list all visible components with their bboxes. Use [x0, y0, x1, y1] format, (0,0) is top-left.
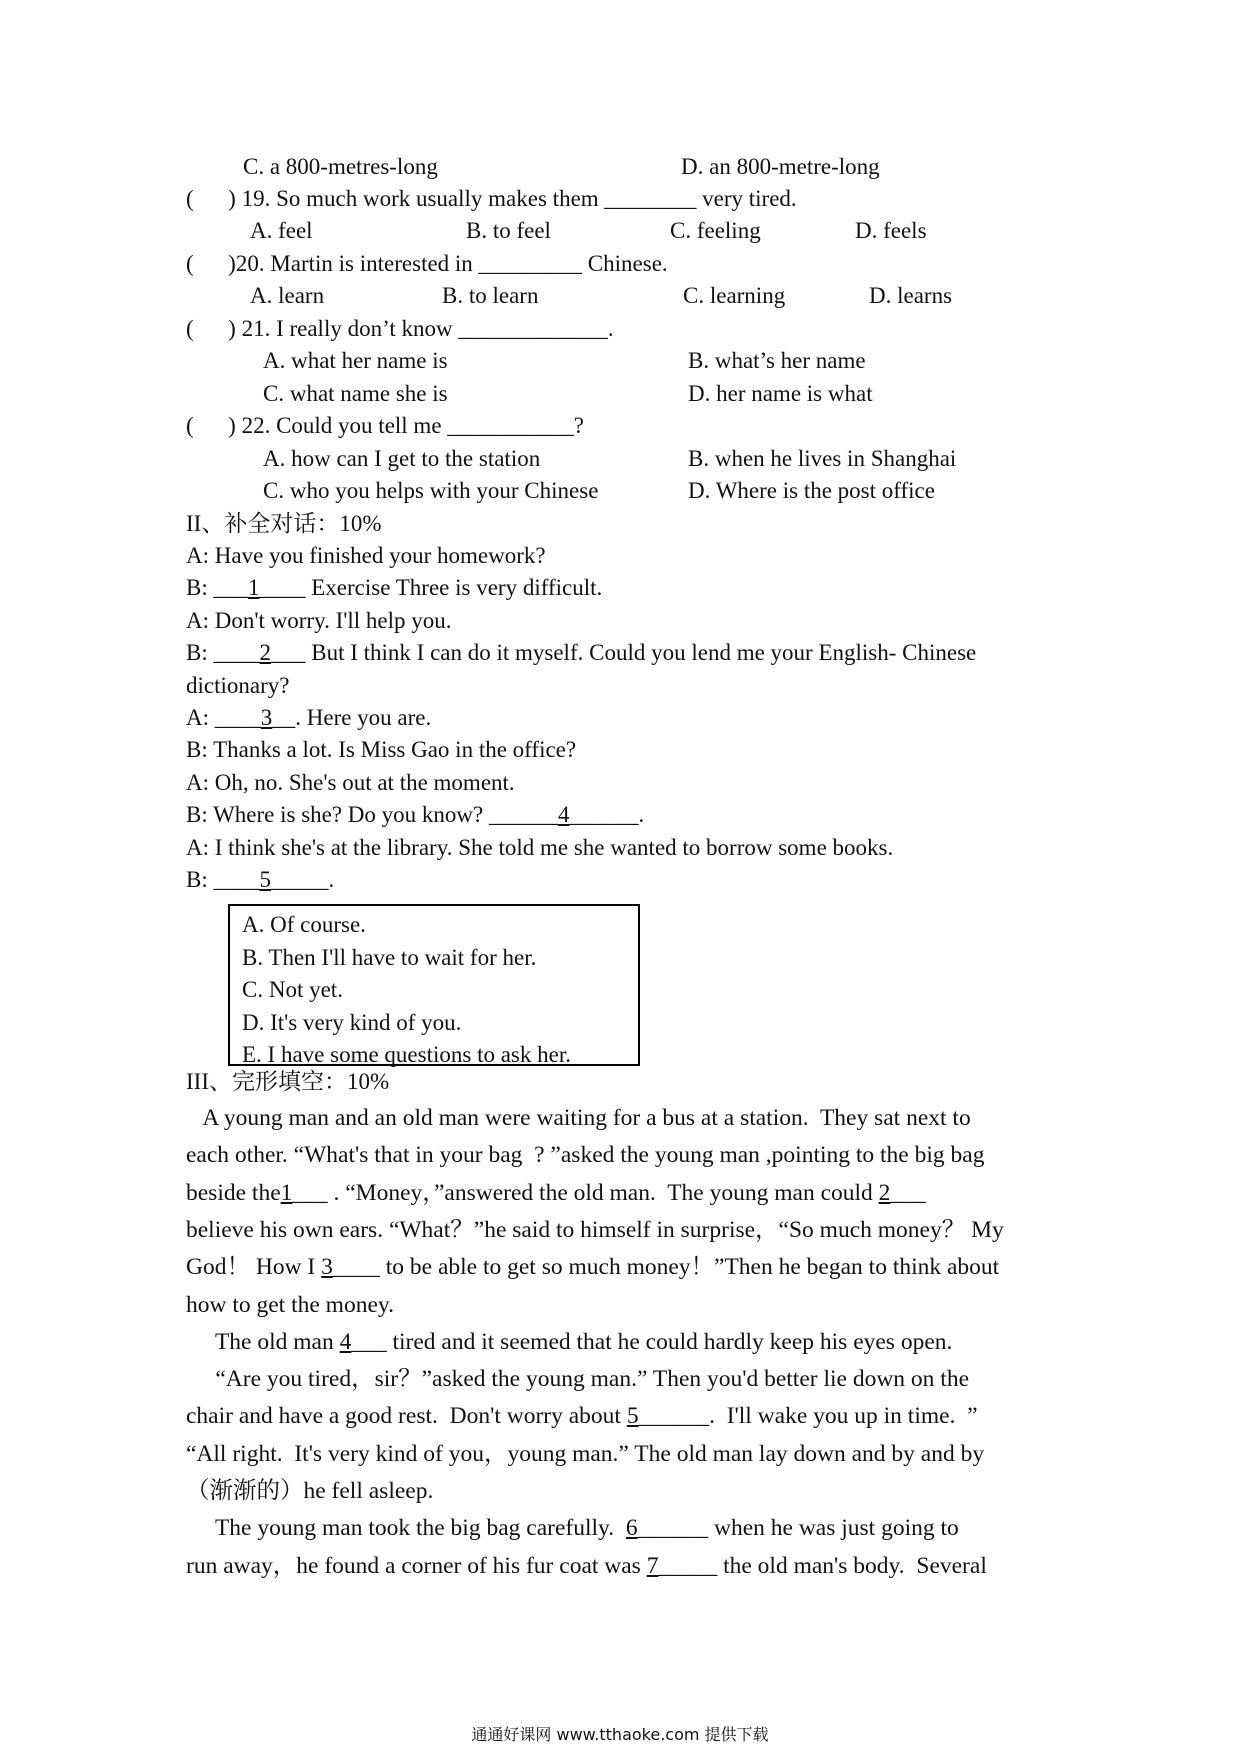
blank-number: 2: [878, 1179, 891, 1206]
box-option: A. Of course.: [242, 912, 366, 937]
box-option: B. Then I'll have to wait for her.: [242, 944, 537, 970]
passage-line: how to get the money.: [186, 1291, 394, 1318]
option-text: D. her name is what: [688, 381, 873, 406]
blank-number: 7: [646, 1552, 659, 1579]
option-text: D. feels: [855, 218, 927, 243]
question-text: ( ) 21. I really don’t know _____________.: [186, 316, 614, 341]
passage-line: “Are you tired，sir？”asked the young man.” Then you'd better lie down on the: [186, 1366, 970, 1393]
option-text: A. what her name is: [263, 348, 448, 373]
option-text: D. learns: [869, 283, 953, 308]
passage-line: （渐渐的）he fell asleep.: [186, 1478, 434, 1504]
blank-number: 3: [260, 705, 273, 730]
section-heading: III、完形填空：10%: [186, 1069, 390, 1094]
blank-number: 1: [247, 575, 260, 601]
answer-options-box: [228, 904, 640, 1066]
box-option: E. I have some questions to ask her.: [242, 1042, 571, 1067]
dialogue-line: A: Don't worry. I'll help you.: [186, 607, 452, 633]
passage-line: chair and have a good rest. Don't worry about 5______. I'll wake you up in time. ”: [186, 1403, 978, 1430]
dialogue-line: A: I think she's at the library. She told me she wanted to borrow some books.: [186, 834, 894, 860]
dialogue-line: B: Thanks a lot. Is Miss Gao in the office?: [186, 737, 577, 763]
passage-line: God！ How I 3____ to be able to get so much money！”Then he began to think about: [186, 1254, 1000, 1281]
blank-number: 3: [321, 1254, 333, 1281]
passage-line: The young man took the big bag carefully. 6______ when he was just going to: [186, 1515, 959, 1542]
blank-number: 4: [558, 802, 570, 828]
option-text: C. learning: [683, 283, 786, 308]
passage-line: A young man and an old man were waiting for a bus at a station. They sat next to: [186, 1105, 971, 1131]
box-option: D. It's very kind of you.: [242, 1009, 462, 1035]
dialogue-line: B: ____2___ But I think I can do it myself. Could you lend me your English- Chinese: [186, 640, 977, 666]
blank-number: 5: [259, 867, 271, 892]
blank-number: 2: [259, 640, 271, 666]
passage-line: beside the1___ . “Money，”answered the old man. The young man could 2___: [186, 1179, 926, 1206]
dialogue-line: A: Oh, no. She's out at the moment.: [186, 769, 515, 795]
passage-line: “All right. It's very kind of you，young man.” The old man lay down and by and by: [186, 1440, 985, 1467]
option-text: C. who you helps with your Chinese: [263, 478, 599, 503]
blank-number: 4: [339, 1328, 352, 1355]
option-text: D. an 800-metre-long: [681, 154, 880, 179]
dialogue-line: A: Have you finished your homework?: [186, 543, 546, 568]
option-text: A. how can I get to the station: [263, 446, 541, 471]
option-text: C. a 800-metres-long: [243, 154, 438, 179]
passage-line: run away，he found a corner of his fur coat was 7_____ the old man's body. Several: [186, 1552, 987, 1579]
dialogue-line: dictionary?: [186, 672, 290, 698]
dialogue-line: B: ____5_____.: [186, 867, 335, 892]
passage-line: each other. “What's that in your bag ? ”asked the young man ,pointing to the big bag: [186, 1142, 985, 1169]
box-option: C. Not yet.: [242, 977, 343, 1002]
passage-line: believe his own ears. “What？”he said to himself in surprise，“So much money？ My: [186, 1216, 1004, 1243]
question-text: ( ) 22. Could you tell me ___________?: [186, 413, 584, 438]
passage-line: The old man 4___ tired and it seemed that he could hardly keep his eyes open.: [186, 1328, 953, 1355]
option-text: B. what’s her name: [688, 348, 866, 373]
option-text: A. feel: [250, 218, 313, 243]
option-text: D. Where is the post office: [688, 478, 935, 503]
footer-credit: 通通好课网 www.tthaoke.com 提供下载: [471, 1725, 769, 1744]
blank-number: 1: [280, 1179, 293, 1206]
question-text: ( ) 19. So much work usually makes them ________ very tired.: [186, 186, 797, 211]
option-text: A. learn: [250, 283, 325, 308]
option-text: C. what name she is: [263, 381, 448, 406]
section-heading: II、补全对话：10%: [186, 511, 382, 536]
blank-number: 6: [625, 1515, 638, 1542]
blank-number: 5: [626, 1403, 639, 1430]
question-text: ( )20. Martin is interested in _________ Chinese.: [186, 251, 668, 276]
option-text: C. feeling: [670, 218, 761, 243]
option-text: B. to learn: [442, 283, 539, 308]
dialogue-line: A: ____3__. Here you are.: [186, 705, 432, 730]
dialogue-line: B: ___1____ Exercise Three is very difficult.: [186, 575, 603, 601]
option-text: B. when he lives in Shanghai: [688, 446, 957, 471]
dialogue-line: B: Where is she? Do you know? ______4______.: [186, 802, 645, 828]
option-text: B. to feel: [466, 218, 551, 243]
